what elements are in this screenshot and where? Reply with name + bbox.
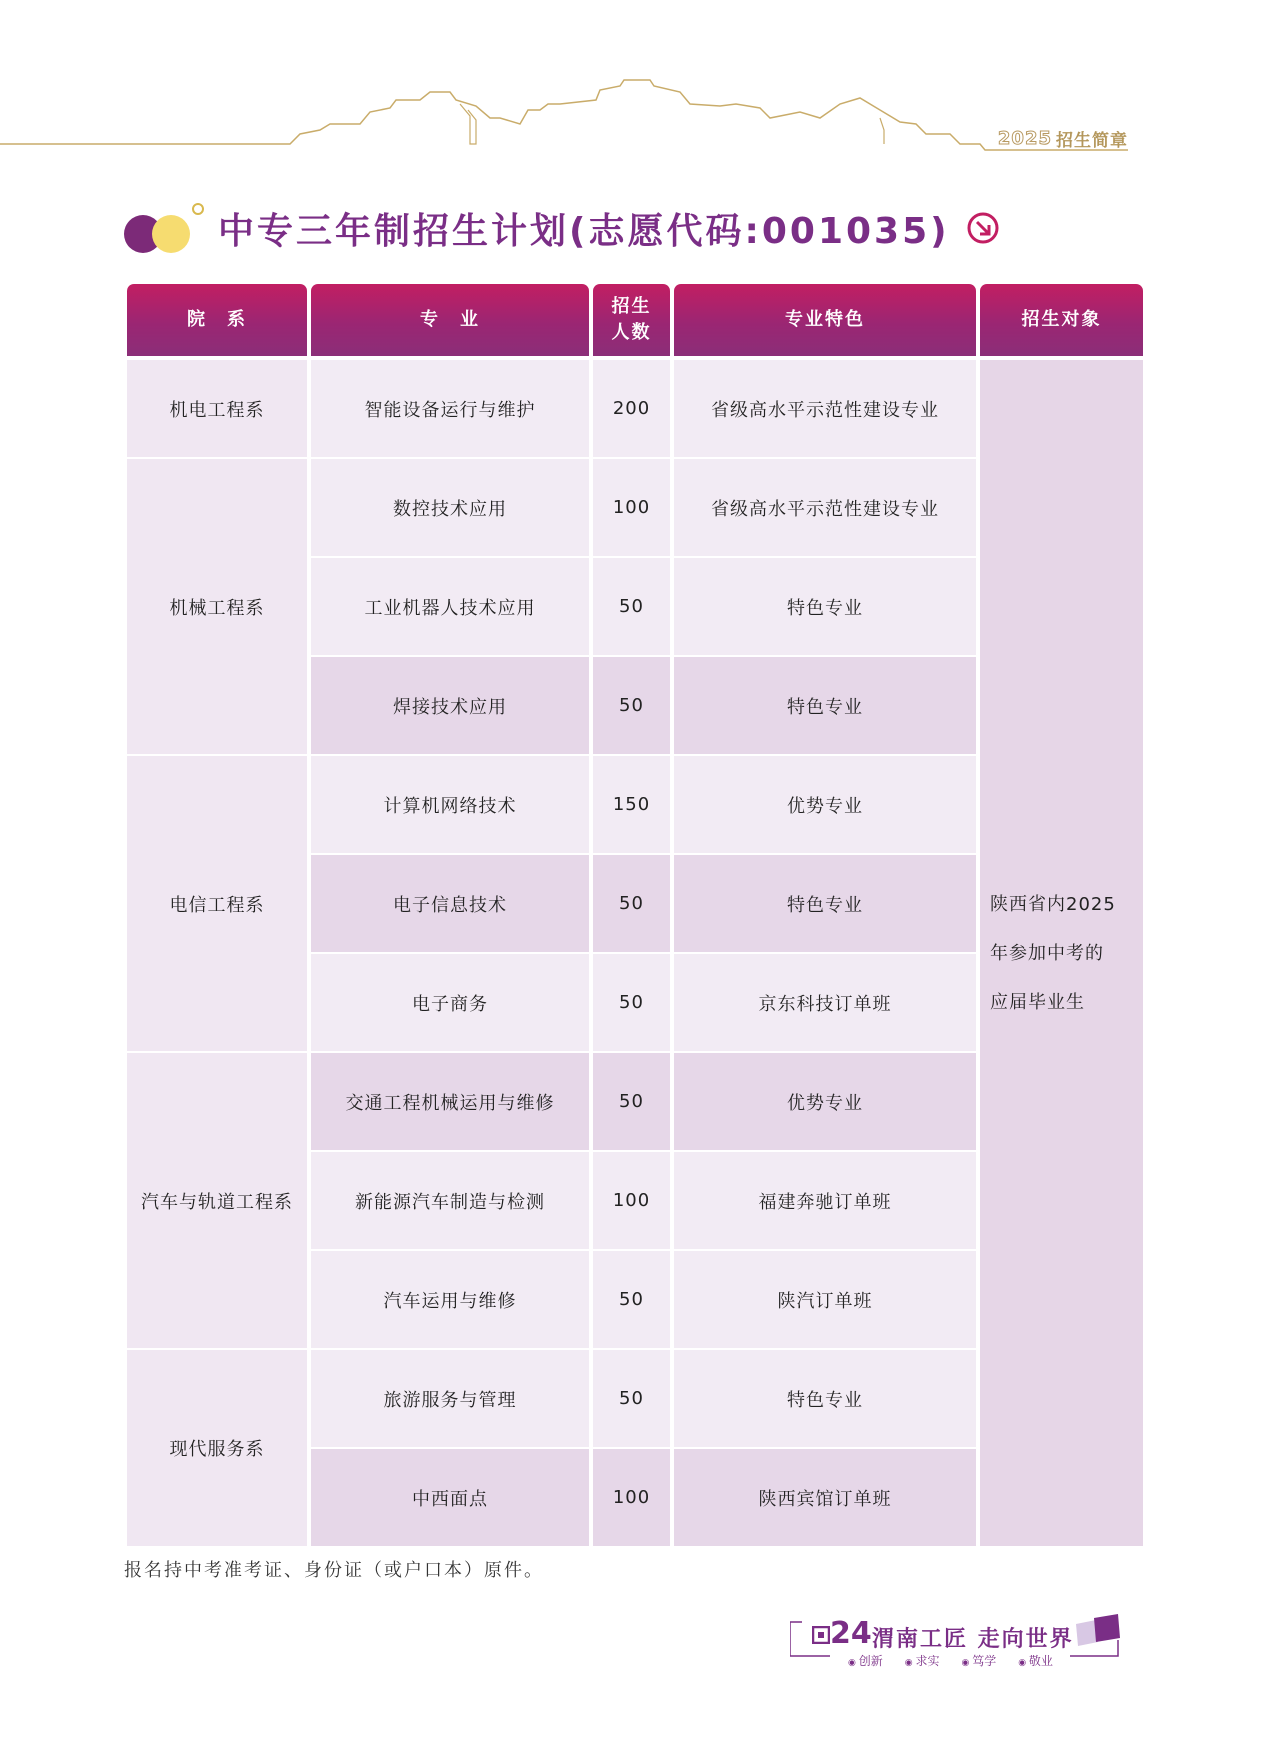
feature-cell: 优势专业	[674, 756, 976, 855]
count-cell: 50	[593, 855, 670, 954]
major-cell: 新能源汽车制造与检测	[311, 1152, 589, 1251]
feature-cell: 福建奔驰订单班	[674, 1152, 976, 1251]
count-cell: 50	[593, 954, 670, 1053]
major-cell: 旅游服务与管理	[311, 1350, 589, 1449]
target-line: 年参加中考的	[990, 942, 1104, 964]
count-cell: 100	[593, 459, 670, 558]
major-cell: 汽车运用与维修	[311, 1251, 589, 1350]
dept-cell: 机电工程系	[127, 356, 307, 459]
feature-cell: 陕汽订单班	[674, 1251, 976, 1350]
count-cell: 200	[593, 356, 670, 459]
dept-cell: 机械工程系	[127, 459, 307, 756]
yellow-bubble-icon	[152, 215, 190, 253]
feature-cell: 京东科技订单班	[674, 954, 976, 1053]
dept-cell: 电信工程系	[127, 756, 307, 1053]
feature-cell: 特色专业	[674, 855, 976, 954]
header-dept: 院 系	[127, 284, 307, 356]
dept-cell: 汽车与轨道工程系	[127, 1053, 307, 1350]
feature-cell: 省级高水平示范性建设专业	[674, 356, 976, 459]
feature-cell: 陕西宾馆订单班	[674, 1449, 976, 1548]
cubes-decoration-icon	[1072, 1614, 1124, 1654]
feature-cell: 特色专业	[674, 558, 976, 657]
header-count-line2: 人数	[611, 322, 652, 343]
count-cell: 150	[593, 756, 670, 855]
major-cell: 计算机网络技术	[311, 756, 589, 855]
header-year: 2025	[997, 128, 1052, 149]
major-cell: 智能设备运行与维护	[311, 356, 589, 459]
value-item: ◉ 创新	[848, 1652, 883, 1669]
count-cell: 50	[593, 1251, 670, 1350]
header-major: 专 业	[311, 284, 589, 356]
count-cell: 50	[593, 1053, 670, 1152]
footer-values	[848, 1652, 1053, 1669]
count-cell: 50	[593, 1350, 670, 1449]
value-item: ◉ 求实	[905, 1652, 940, 1669]
page-number: 24	[830, 1616, 872, 1651]
major-cell: 数控技术应用	[311, 459, 589, 558]
table-header-row	[127, 284, 1143, 356]
feature-cell: 优势专业	[674, 1053, 976, 1152]
target-cell	[980, 356, 1143, 1548]
school-logo-icon	[812, 1626, 830, 1644]
header-target: 招生对象	[980, 284, 1143, 356]
footer	[790, 1612, 1130, 1672]
dept-cell: 现代服务系	[127, 1350, 307, 1548]
major-cell: 工业机器人技术应用	[311, 558, 589, 657]
value-item: ◉ 笃学	[961, 1652, 996, 1669]
target-line: 应届毕业生	[990, 991, 1085, 1013]
count-cell: 100	[593, 1152, 670, 1251]
header-count-line1: 招生	[611, 296, 652, 317]
ring-icon	[192, 203, 204, 215]
major-cell: 焊接技术应用	[311, 657, 589, 756]
feature-cell: 特色专业	[674, 657, 976, 756]
section-heading	[124, 200, 1000, 256]
value-item: ◉ 敬业	[1018, 1652, 1053, 1669]
header-title	[998, 126, 1128, 151]
registration-note: 报名持中考准考证、身份证（或户口本）原件。	[124, 1560, 544, 1581]
footer-slogan: 渭南工匠 走向世界	[872, 1627, 1074, 1652]
count-cell: 50	[593, 657, 670, 756]
header-title-text: 招生简章	[1056, 131, 1128, 151]
count-cell: 100	[593, 1449, 670, 1548]
major-cell: 电子商务	[311, 954, 589, 1053]
feature-cell: 特色专业	[674, 1350, 976, 1449]
count-cell: 50	[593, 558, 670, 657]
major-cell: 电子信息技术	[311, 855, 589, 954]
feature-cell: 省级高水平示范性建设专业	[674, 459, 976, 558]
major-cell: 交通工程机械运用与维修	[311, 1053, 589, 1152]
enrollment-plan-table	[123, 284, 1147, 1548]
major-cell: 中西面点	[311, 1449, 589, 1548]
page-title: 中专三年制招生计划(志愿代码:001035)	[218, 210, 950, 252]
target-line: 陕西省内2025	[990, 893, 1116, 915]
table-row	[127, 356, 1143, 459]
arrow-down-right-icon	[966, 211, 1000, 245]
header-feature: 专业特色	[674, 284, 976, 356]
header-count	[593, 284, 670, 356]
bubbles-decoration	[124, 203, 212, 253]
